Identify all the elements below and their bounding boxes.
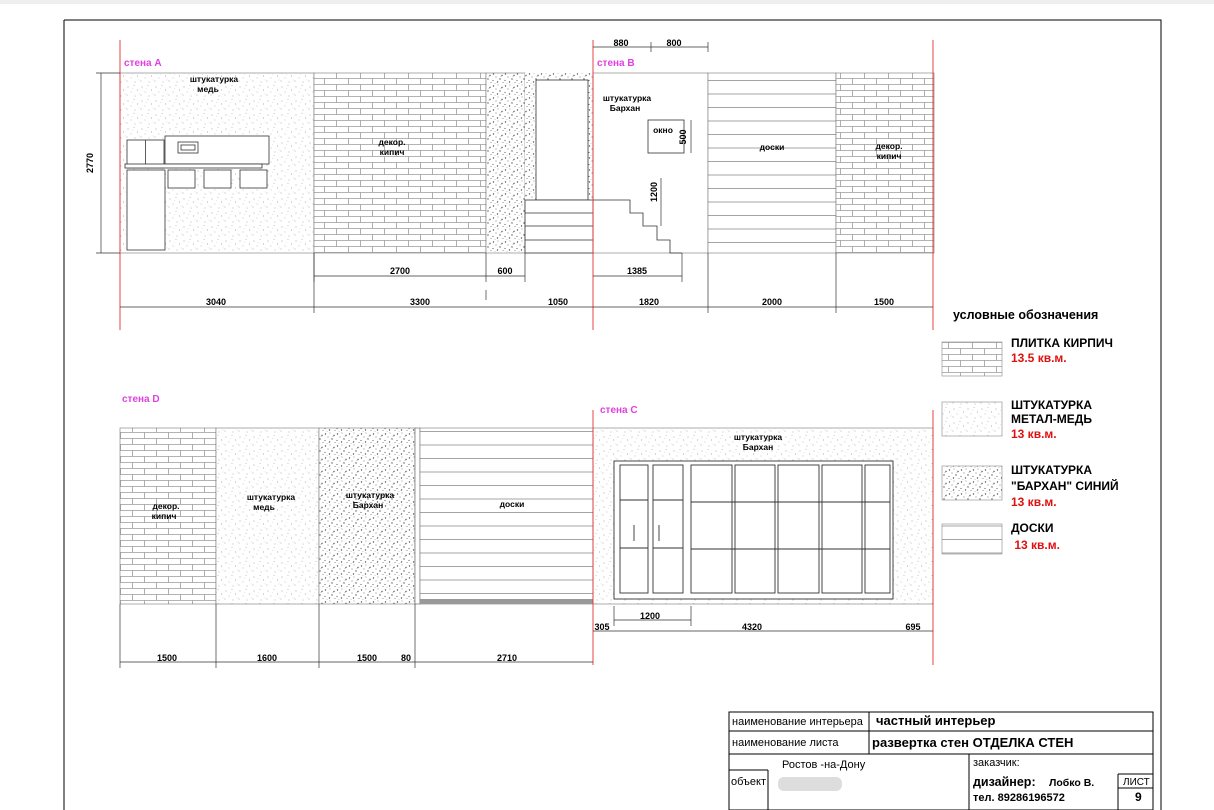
tb-client-label: заказчик: (973, 757, 1020, 769)
tb-object-label: объект (731, 776, 767, 788)
legend-item-1-line-1: ПЛИТКА КИРПИЧ (1011, 336, 1113, 350)
inner-dim-4320: 4320 (741, 622, 763, 632)
bottom-dim-5: 2000 (761, 297, 783, 307)
label-plaster-copper-d: штукатурка (246, 492, 296, 502)
tb-sheet-num-label: ЛИСТ (1123, 777, 1150, 788)
label-brick-d-2: кипич (151, 511, 177, 521)
bottom-dim-6: 1500 (873, 297, 895, 307)
legend-item-2-area: 13 кв.м. (1011, 427, 1057, 441)
label-plaster-barkhan-d: штукатурка (345, 490, 395, 500)
legend-item-1-area: 13.5 кв.м. (1011, 351, 1067, 365)
wall-c-label: стена С (600, 405, 638, 416)
wall-d-label: стена D (122, 394, 160, 405)
legend-title: условные обозначения (953, 308, 1099, 322)
label-boards-b: доски (759, 142, 785, 152)
top-dimension-lines (593, 42, 708, 52)
glazed-door-frame (614, 461, 893, 599)
elevation-wall-d-c (120, 394, 933, 668)
bottom-dim-3: 1050 (547, 297, 569, 307)
lower-dimension-lines (120, 604, 933, 668)
inner-dim-2700: 2700 (389, 266, 411, 276)
legend-item-4-area: 13 кв.м. (1011, 538, 1060, 552)
inner-dim-1385: 1385 (626, 266, 648, 276)
bottom-dim-1: 3040 (205, 297, 227, 307)
tb-phone: тел. 89286196572 (973, 792, 1065, 804)
tb-interior-value: частный интерьер (876, 713, 996, 728)
inner-dim-305: 305 (594, 622, 610, 632)
legend-item-2-line-2: МЕТАЛ-МЕДЬ (1011, 412, 1092, 426)
legend (942, 308, 1119, 554)
stair-height-dim: 1200 (649, 181, 659, 203)
bottom-dim-d-1: 1500 (156, 653, 178, 663)
label-plaster-copper: штукатурка (189, 74, 239, 84)
label-brick-2-2: кипич (876, 151, 902, 161)
bottom-dim-4: 1820 (638, 297, 660, 307)
label-plaster-barkhan-c: штукатурка (733, 432, 783, 442)
legend-swatch-barkhan (942, 466, 1002, 500)
label-brick-2: декор. (875, 141, 903, 151)
label-window: окно (653, 125, 673, 135)
elevation-wall-a-b (85, 38, 934, 330)
label-plaster-barkhan-d-2: Бархан (352, 500, 384, 510)
tb-city: Ростов -на-Дону (782, 759, 866, 771)
top-dim-1: 880 (613, 38, 629, 48)
wall-b-label: стена В (597, 58, 635, 69)
inner-dim-1200: 1200 (639, 611, 661, 621)
inner-dim-600: 600 (497, 266, 513, 276)
label-plaster-barkhan-b-2: Бархан (609, 103, 641, 113)
bottom-dimension-lines (120, 253, 933, 313)
tb-sheet-number: 9 (1135, 790, 1142, 804)
legend-swatch-copper (942, 402, 1002, 436)
tb-interior-label: наименование интерьера (732, 716, 863, 728)
bottom-dim-d-4: 80 (400, 653, 412, 663)
tb-designer-label: дизайнер: (973, 775, 1036, 789)
legend-item-2-line-1: ШТУКАТУРКА (1011, 398, 1093, 412)
label-plaster-barkhan-b: штукатурка (602, 93, 652, 103)
legend-item-3-area: 13 кв.м. (1011, 495, 1057, 509)
bottom-dim-d-3: 1500 (356, 653, 378, 663)
inner-dim-695: 695 (905, 622, 921, 632)
height-dim-text: 2770 (85, 152, 95, 174)
bottom-dim-d-5: 2710 (496, 653, 518, 663)
tb-object-value-redacted (778, 777, 842, 791)
label-plaster-barkhan-c-2: Бархан (742, 442, 774, 452)
bottom-dim-d-2: 1600 (256, 653, 278, 663)
label-brick-1: декор. (378, 137, 406, 147)
height-dimension (96, 73, 120, 253)
label-plaster-copper-2: медь (197, 84, 219, 94)
label-brick-d: декор. (152, 501, 180, 511)
legend-item-3-line-1: ШТУКАТУРКА (1011, 463, 1093, 477)
wall-a-label: стена А (124, 58, 162, 69)
label-plaster-copper-d-2: медь (253, 502, 275, 512)
legend-item-4-line-1: ДОСКИ (1011, 521, 1054, 535)
legend-swatch-boards (942, 524, 1002, 554)
title-block (729, 712, 1153, 810)
tb-designer-name: Лобко В. (1049, 777, 1095, 789)
label-brick-1-2: кипич (379, 147, 405, 157)
label-boards-d: доски (499, 499, 525, 509)
top-dim-2: 800 (666, 38, 682, 48)
legend-swatch-brick (942, 342, 1002, 376)
tb-sheet-value: развертка стен ОТДЕЛКА СТЕН (872, 735, 1074, 750)
window-height-dim: 500 (678, 129, 688, 145)
bottom-dim-2: 3300 (409, 297, 431, 307)
tb-sheet-label: наименование листа (732, 737, 839, 749)
legend-item-3-line-2: "БАРХАН" СИНИЙ (1011, 479, 1119, 493)
